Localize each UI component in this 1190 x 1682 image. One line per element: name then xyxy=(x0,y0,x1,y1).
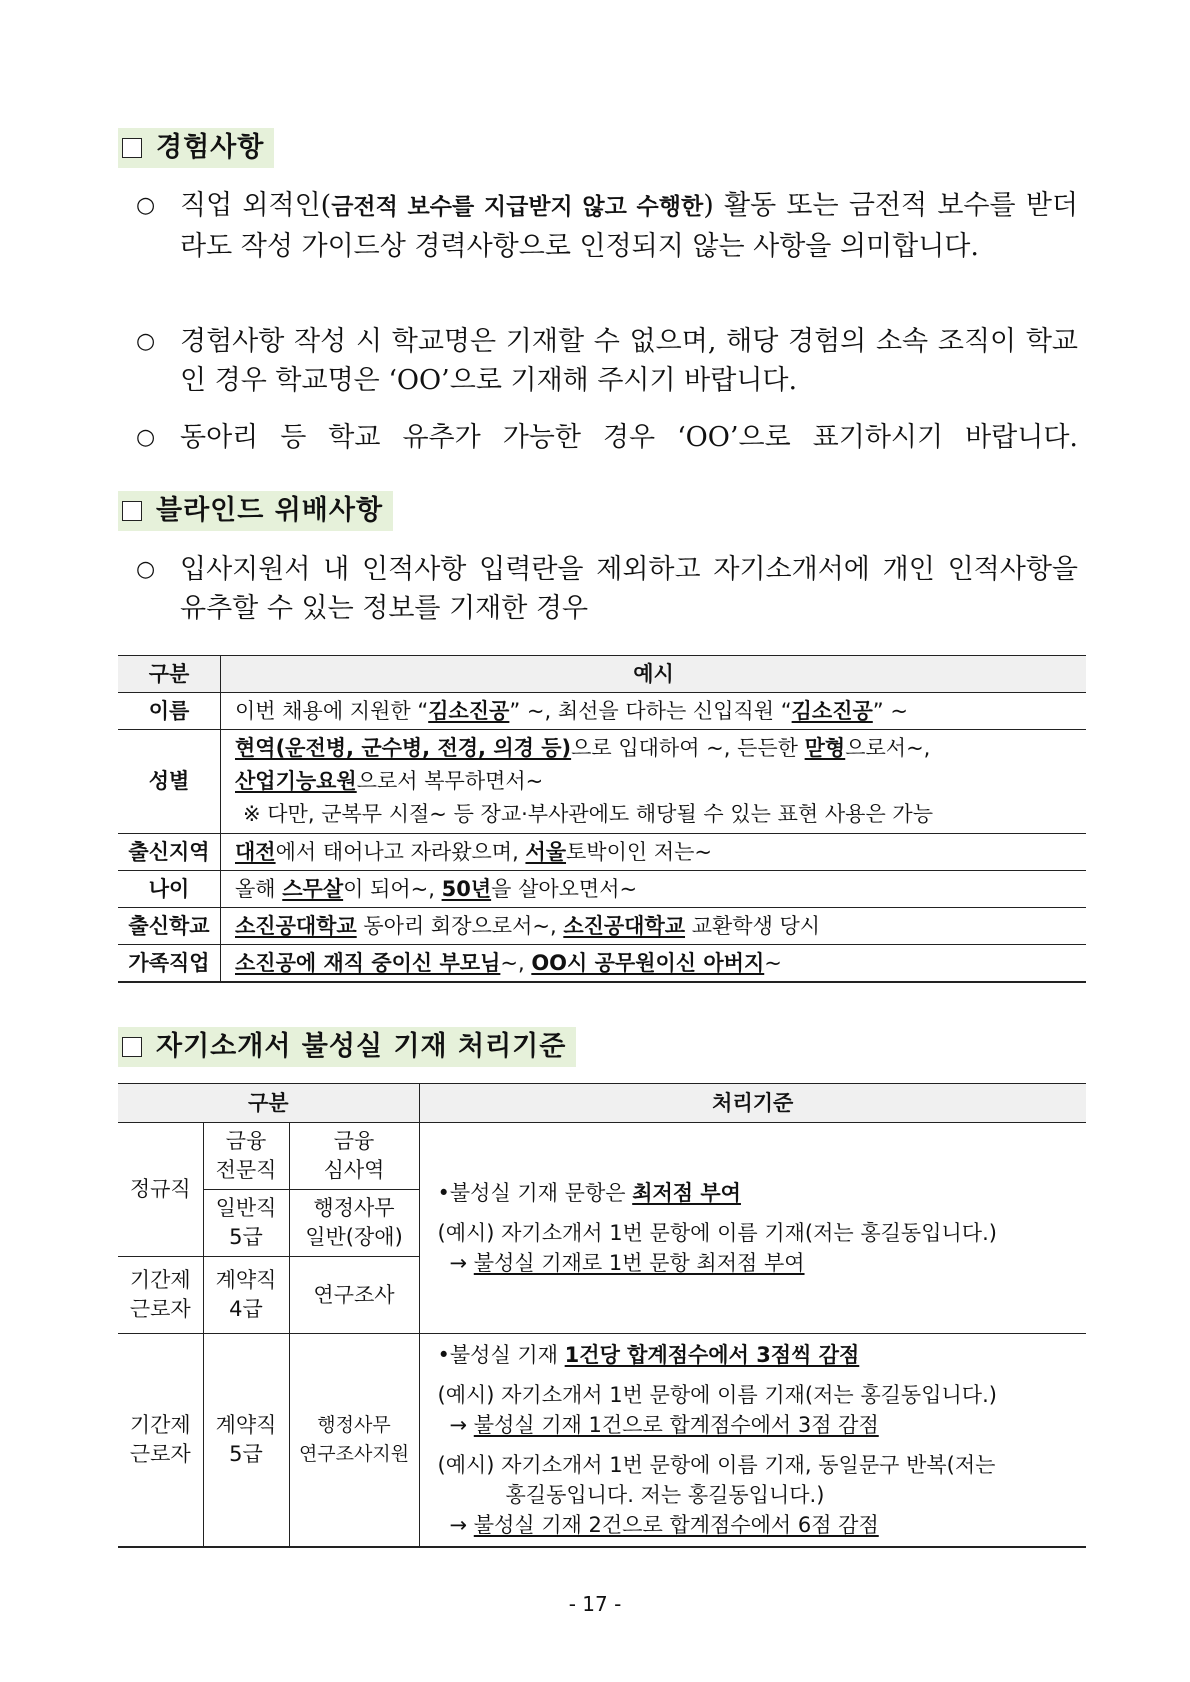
row-example: 소진공에 재직 중이신 부모님~, OO시 공무원이신 아버지~ xyxy=(221,945,1087,983)
circle-bullet-icon: ○ xyxy=(136,329,156,354)
checkbox-square-icon xyxy=(122,1037,142,1057)
bullet-text: 동아리 등 학교 유추가 가능한 경우 ‘OO’으로 표기하시기 바랍니다. xyxy=(180,422,1078,453)
bullet-text: 경험사항 작성 시 학교명은 기재할 수 없으며, 해당 경험의 소속 조직이 학교인 경우 학교명은 ‘OO’으로 기재해 주시기 바랍니다. xyxy=(180,326,1078,396)
job-cell: 금융 심사역 xyxy=(289,1123,419,1190)
circle-bullet-icon: ○ xyxy=(136,193,156,218)
section-heading-insincere-criteria xyxy=(118,1027,576,1067)
job-cell: 연구조사 xyxy=(289,1257,419,1334)
table-row xyxy=(118,945,1086,983)
circle-bullet-icon: ○ xyxy=(136,425,156,450)
header-category: 구분 xyxy=(118,656,221,693)
table-row xyxy=(118,871,1086,908)
header-example: 예시 xyxy=(221,656,1087,693)
note-text: ※ 다만, 군복무 시절~ 등 장교·부사관에도 해당될 수 있는 표현 사용은 가능 xyxy=(243,802,933,826)
job-cell: 금융 전문직 xyxy=(203,1123,289,1190)
section-heading-experience xyxy=(118,128,274,168)
table-row xyxy=(118,1123,1086,1190)
table-row xyxy=(118,834,1086,871)
checkbox-square-icon xyxy=(122,501,142,521)
bullet-text: 입사지원서 내 인적사항 입력란을 제외하고 자기소개서에 개인 인적사항을 유추할 수 있는 정보를 기재한 경우 xyxy=(180,554,1078,624)
group-temp: 기간제 근로자 xyxy=(118,1334,203,1548)
circle-bullet-icon: ○ xyxy=(136,557,156,582)
row-label: 가족직업 xyxy=(118,945,221,983)
section-title: 자기소개서 불성실 기재 처리기준 xyxy=(156,1031,567,1062)
group-temp: 기간제 근로자 xyxy=(118,1257,203,1334)
header-criteria: 처리기준 xyxy=(419,1084,1086,1123)
row-example: 현역(운전병, 군수병, 전경, 의경 등)으로 입대하여 ~, 든든한 맏형으로서~, 산업기능요원으로서 복무하면서~ ※ 다만, 군복무 시절~ 등 장교·부사관에도 해당될 수 있는 표현 사용은 가능 xyxy=(221,730,1087,834)
table-row xyxy=(118,730,1086,834)
group-regular: 정규직 xyxy=(118,1123,203,1257)
criteria-lowest-score: •불성실 기재 문항은 최저점 부여 (예시) 자기소개서 1번 문항에 이름 기재(저는 홍길동입니다.) → 불성실 기재로 1번 문항 최저점 부여 xyxy=(419,1123,1086,1334)
row-label: 이름 xyxy=(118,693,221,730)
row-example: 이번 채용에 지원한 “김소진공” ~, 최선을 다하는 신입직원 “김소진공” ~ xyxy=(221,693,1087,730)
table-header-row xyxy=(118,656,1086,693)
header-category: 구분 xyxy=(118,1084,419,1123)
page-number: - 17 - xyxy=(568,1592,622,1616)
job-cell: 계약직 5급 xyxy=(203,1334,289,1548)
job-cell: 행정사무 연구조사지원 xyxy=(289,1334,419,1548)
job-cell: 일반직 5급 xyxy=(203,1190,289,1257)
insincere-criteria-table xyxy=(118,1083,1086,1548)
row-label: 성별 xyxy=(118,730,221,834)
blind-violation-table xyxy=(118,655,1086,983)
row-example: 올해 스무살이 되어~, 50년을 살아오면서~ xyxy=(221,871,1087,908)
bullet-school-name-rule xyxy=(136,322,1078,400)
bullet-blind-definition xyxy=(136,550,1078,628)
row-label: 출신학교 xyxy=(118,908,221,945)
job-cell: 계약직 4급 xyxy=(203,1257,289,1334)
row-label: 나이 xyxy=(118,871,221,908)
criteria-deduction: •불성실 기재 1건당 합계점수에서 3점씩 감점 (예시) 자기소개서 1번 문항에 이름 기재(저는 홍길동입니다.) → 불성실 기재 1건으로 합계점수에서 3점 감점 (예시) 자기소개서 1번 문항에 이름 기재, 동일문구 반복(저는 홍길동입니다. 저는 홍길동입니다.) → 불성실 기재 2건으로 합계점수에서 6점 감점 xyxy=(419,1334,1086,1548)
bullet-club-rule xyxy=(136,418,1078,457)
table-row xyxy=(118,693,1086,730)
row-label: 출신지역 xyxy=(118,834,221,871)
bullet-text: 직업 외적인(금전적 보수를 지급받지 않고 수행한) 활동 또는 금전적 보수를 받더라도 작성 가이드상 경력사항으로 인정되지 않는 사항을 의미합니다. xyxy=(180,190,1078,262)
row-example: 소진공대학교 동아리 회장으로서~, 소진공대학교 교환학생 당시 xyxy=(221,908,1087,945)
checkbox-square-icon xyxy=(122,138,142,158)
row-example: 대전에서 태어나고 자라왔으며, 서울토박이인 저는~ xyxy=(221,834,1087,871)
section-title: 경험사항 xyxy=(156,132,265,163)
job-cell: 행정사무 일반(장애) xyxy=(289,1190,419,1257)
table-row xyxy=(118,908,1086,945)
section-heading-blind-violation xyxy=(118,491,393,531)
section-title: 블라인드 위배사항 xyxy=(156,495,384,526)
table-row xyxy=(118,1334,1086,1548)
table-header-row xyxy=(118,1084,1086,1123)
bullet-experience-definition xyxy=(136,186,1078,266)
